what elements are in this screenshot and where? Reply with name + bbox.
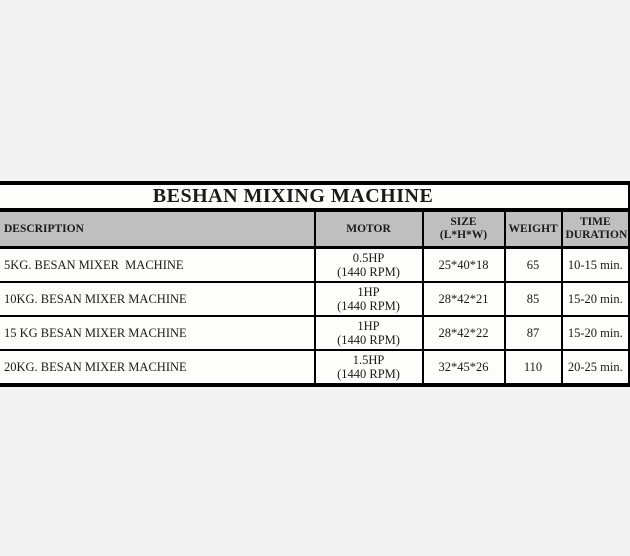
spec-table bbox=[0, 181, 630, 387]
weight-cell: 110 bbox=[505, 350, 562, 385]
header-weight: WEIGHT bbox=[505, 210, 562, 248]
size-cell: 28*42*22 bbox=[423, 316, 505, 350]
time-duration-cell: 20-25 min. bbox=[562, 350, 630, 385]
description-cell: 20KG. BESAN MIXER MACHINE bbox=[0, 350, 315, 385]
description-cell: 10KG. BESAN MIXER MACHINE bbox=[0, 282, 315, 316]
spec-table-container bbox=[0, 181, 630, 387]
motor-hp: 1HP bbox=[357, 285, 380, 299]
table-title-cell bbox=[0, 183, 630, 210]
table-row bbox=[0, 316, 630, 350]
motor-rpm: (1440 RPM) bbox=[337, 265, 400, 279]
header-size: SIZE (L*H*W) bbox=[423, 210, 505, 248]
motor-rpm: (1440 RPM) bbox=[337, 299, 400, 313]
table-row bbox=[0, 282, 630, 316]
table-title: BESHAN MIXING MACHINE bbox=[152, 185, 434, 207]
time-duration-cell: 10-15 min. bbox=[562, 248, 630, 283]
table-header-row bbox=[0, 210, 630, 248]
motor-cell bbox=[315, 282, 423, 316]
description-cell: 15 KG BESAN MIXER MACHINE bbox=[0, 316, 315, 350]
size-cell: 28*42*21 bbox=[423, 282, 505, 316]
header-description: DESCRIPTION bbox=[0, 210, 315, 248]
weight-cell: 87 bbox=[505, 316, 562, 350]
weight-cell: 85 bbox=[505, 282, 562, 316]
motor-cell bbox=[315, 350, 423, 385]
motor-cell bbox=[315, 316, 423, 350]
weight-cell: 65 bbox=[505, 248, 562, 283]
motor-hp: 0.5HP bbox=[352, 251, 385, 265]
size-cell: 32*45*26 bbox=[423, 350, 505, 385]
table-row bbox=[0, 248, 630, 283]
table-row bbox=[0, 350, 630, 385]
header-motor: MOTOR bbox=[315, 210, 423, 248]
description-cell: 5KG. BESAN MIXER MACHINE bbox=[0, 248, 315, 283]
motor-hp: 1.5HP bbox=[352, 353, 385, 367]
time-duration-cell: 15-20 min. bbox=[562, 282, 630, 316]
motor-rpm: (1440 RPM) bbox=[337, 333, 400, 347]
header-time-duration: TIME DURATION bbox=[562, 210, 630, 248]
motor-rpm: (1440 RPM) bbox=[337, 367, 400, 381]
size-cell: 25*40*18 bbox=[423, 248, 505, 283]
table-title-row bbox=[0, 183, 630, 210]
motor-cell bbox=[315, 248, 423, 283]
time-duration-cell: 15-20 min. bbox=[562, 316, 630, 350]
motor-hp: 1HP bbox=[357, 319, 380, 333]
